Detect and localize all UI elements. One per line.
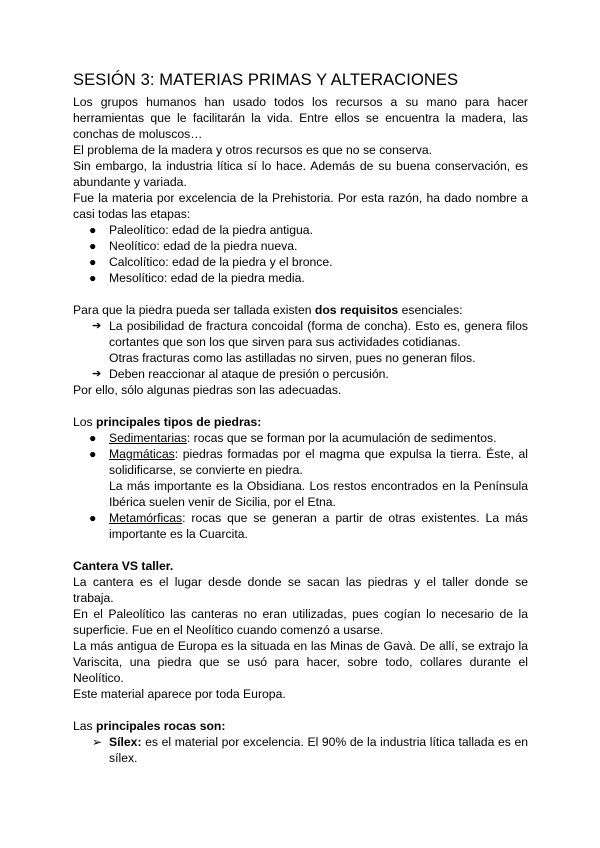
rocas-lead: Las principales rocas son: — [73, 719, 226, 733]
cantera-heading: Cantera VS taller. — [73, 559, 174, 573]
stages-list — [73, 222, 528, 286]
page-title: SESIÓN 3: MATERIAS PRIMAS Y ALTERACIONES — [73, 71, 459, 89]
intro-paragraph-2: El problema de la madera y otros recursos es que no se conserva. — [73, 143, 433, 157]
bullet-icon: ● — [89, 271, 97, 285]
list-item: ● Calcolítico: edad de la piedra y el bronce. — [89, 255, 333, 269]
bullet-icon: ● — [89, 447, 97, 461]
bullet-icon: ● — [89, 239, 97, 253]
list-item: ● Metamórficas: rocas que se generan a partir de otras existentes. La más importante es la Cuarcita. — [89, 511, 528, 541]
list-item: ● Sedimentarias: rocas que se forman por la acumulación de sedimentos. — [89, 431, 497, 445]
arrow-icon: ➔ — [92, 320, 102, 332]
list-item: ● Paleolítico: edad de la piedra antigua. — [89, 223, 313, 237]
bullet-icon: ● — [89, 255, 97, 269]
tipos-list — [73, 430, 528, 542]
cantera-paragraph-4: Este material aparece por toda Europa. — [73, 687, 286, 701]
bullet-icon: ● — [89, 511, 97, 525]
list-item: ➢ Sílex: es el material por excelencia. El 90% de la industria lítica tallada es en sílex. — [92, 735, 528, 765]
cantera-paragraph-2: En el Paleolítico las canteras no eran utilizadas, pues cogían lo necesario de la superficie. Fue en el Neolítico cuando comenzó a usarse. — [73, 607, 528, 637]
tipos-lead: Los principales tipos de piedras: — [73, 415, 262, 429]
arrow-icon: ➔ — [92, 368, 102, 380]
rocas-list — [73, 734, 528, 766]
requisitos-conclusion: Por ello, sólo algunas piedras son las adecuadas. — [73, 383, 342, 397]
list-item: ● Mesolítico: edad de la piedra media. — [89, 271, 305, 285]
intro-paragraph-1: Los grupos humanos han usado todos los recursos a su mano para hacer herramientas que le facilitarán la vida. Entre ellos se encuentra la madera, las conchas de moluscos… — [73, 95, 528, 141]
document-page — [73, 70, 528, 766]
intro-paragraph-3: Sin embargo, la industria lítica sí lo hace. Además de su buena conservación, es abundante y variada. — [73, 159, 528, 189]
intro-paragraph-4: Fue la materia por excelencia de la Prehistoria. Por esta razón, ha dado nombre a casi todas las etapas: — [73, 191, 528, 221]
list-item: ➔ La posibilidad de fractura concoidal (forma de concha). Esto es, genera filos cortantes que son los que sirven para sus actividades cotidianas. Otras fracturas como las astilladas no sirven, pues no generan filos. — [92, 319, 528, 365]
requisitos-lead: Para que la piedra pueda ser tallada existen dos requisitos esenciales: — [73, 303, 463, 317]
cantera-paragraph-1: La cantera es el lugar desde donde se sacan las piedras y el taller donde se trabaja. — [73, 575, 528, 605]
list-item: ➔ Deben reaccionar al ataque de presión o percusión. — [92, 367, 389, 381]
list-item: ● Magmáticas: piedras formadas por el magma que expulsa la tierra. Éste, al solidificarse, se convierte en piedra. La más importante es la Obsidiana. Los restos encontrados en la Península Ibérica suelen venir de Sicilia, por el Etna. — [89, 447, 528, 509]
triangle-arrow-icon: ➢ — [92, 735, 103, 749]
cantera-paragraph-3: La más antigua de Europa es la situada en las Minas de Gavà. De allí, se extrajo la Variscita, una piedra que se usó para hacer, sobre todo, collares durante el Neolítico. — [73, 639, 528, 685]
bullet-icon: ● — [89, 431, 97, 445]
requisitos-list — [73, 318, 528, 382]
bullet-icon: ● — [89, 223, 97, 237]
list-item: ● Neolítico: edad de la piedra nueva. — [89, 239, 298, 253]
